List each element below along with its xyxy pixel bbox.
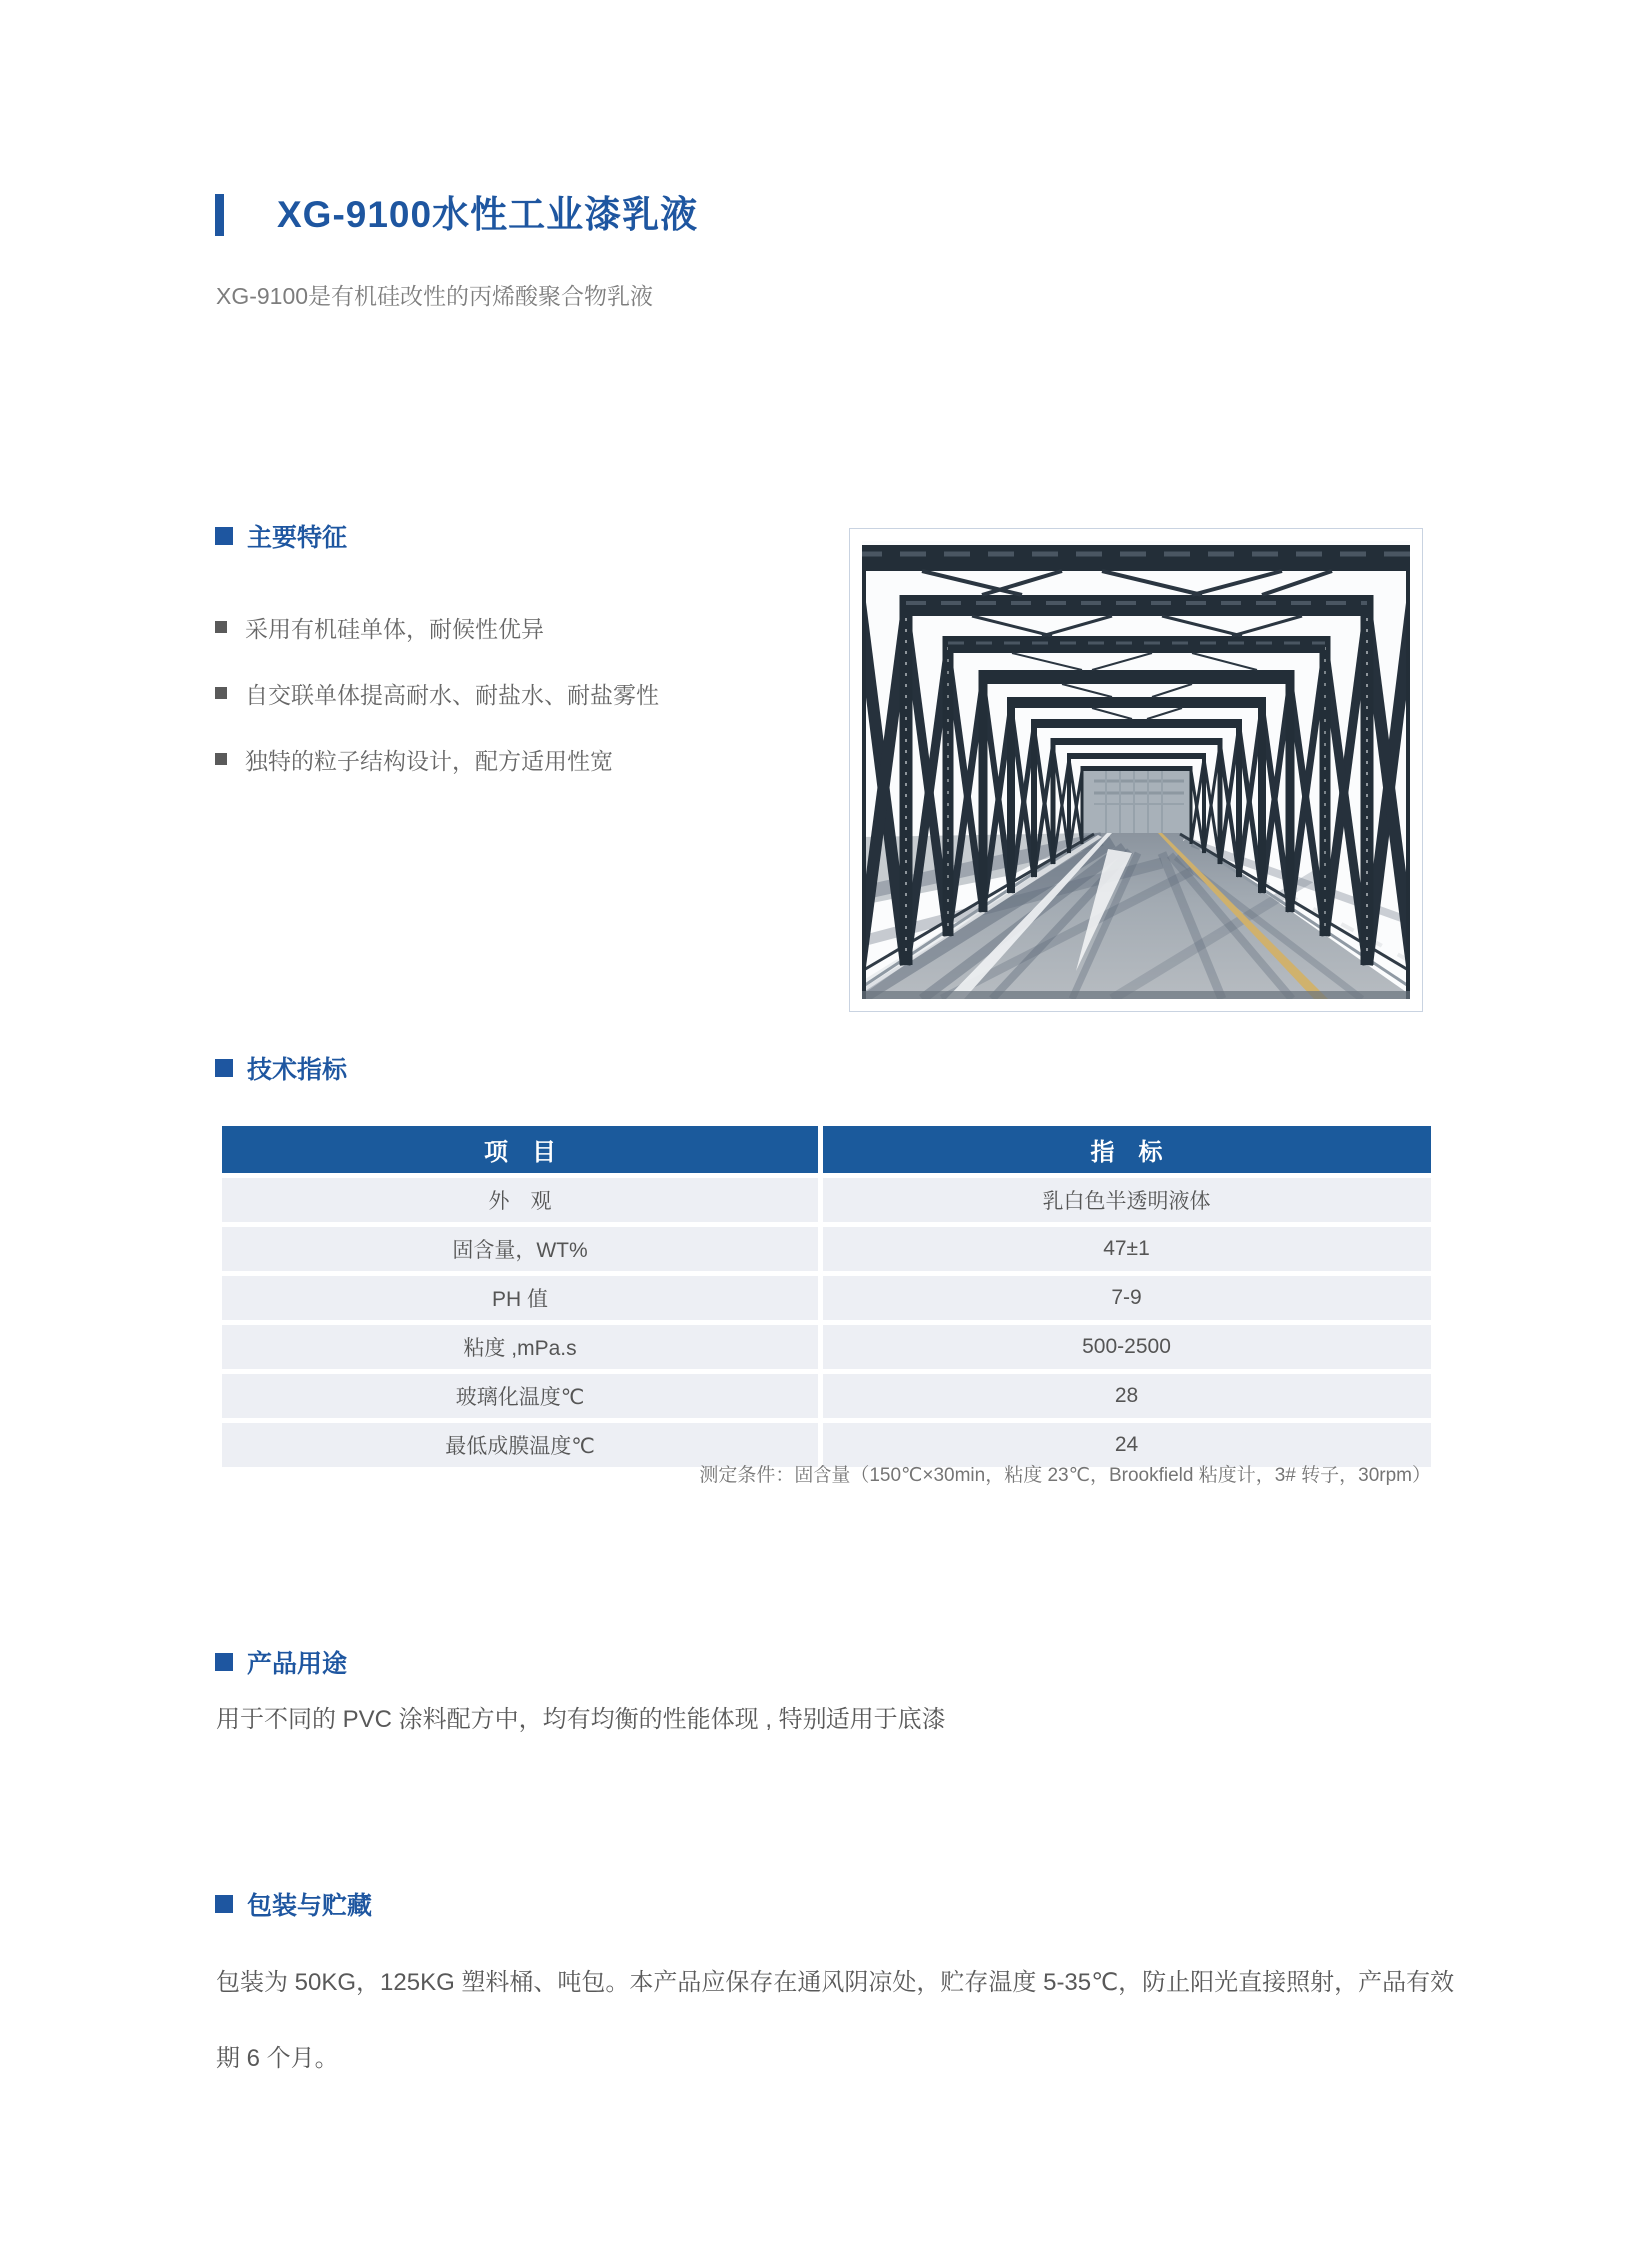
bullet-square-icon	[215, 687, 227, 699]
features-section-heading	[215, 523, 348, 552]
spec-item-cell: 玻璃化温度℃	[222, 1374, 818, 1418]
spec-table-header-item: 项 目	[222, 1126, 818, 1173]
section-marker-icon	[215, 1059, 233, 1077]
bridge-photo-frame	[849, 528, 1423, 1012]
spec-value-cell: 28	[823, 1374, 1431, 1418]
spec-value-cell: 500-2500	[823, 1325, 1431, 1369]
spec-table-row	[222, 1227, 1431, 1271]
page-title: XG-9100水性工业漆乳液	[277, 194, 699, 235]
bullet-square-icon	[215, 753, 227, 765]
section-marker-icon	[215, 527, 233, 545]
usage-text: 用于不同的 PVC 涂料配方中，均有均衡的性能体现 , 特别适用于底漆	[216, 1706, 946, 1733]
title-accent-bar-icon	[215, 194, 224, 236]
steel-truss-bridge-road-photo	[862, 541, 1410, 999]
storage-section-heading	[215, 1891, 373, 1920]
spec-value-cell: 乳白色半透明液体	[823, 1178, 1431, 1222]
section-marker-icon	[215, 1895, 233, 1913]
spec-item-cell: PH 值	[222, 1276, 818, 1320]
features-heading-label: 主要特征	[247, 524, 348, 552]
spec-table-row	[222, 1276, 1431, 1320]
specs-section-heading	[215, 1055, 348, 1084]
spec-table	[222, 1126, 1431, 1472]
page-subtitle: XG-9100是有机硅改性的丙烯酸聚合物乳液	[216, 283, 654, 309]
bullet-square-icon	[215, 621, 227, 633]
spec-table-row	[222, 1325, 1431, 1369]
section-marker-icon	[215, 1653, 233, 1671]
spec-item-cell: 固含量，WT%	[222, 1227, 818, 1271]
feature-item	[215, 660, 659, 726]
spec-table-row	[222, 1178, 1431, 1222]
usage-heading-label: 产品用途	[247, 1650, 348, 1678]
storage-heading-label: 包装与贮藏	[247, 1892, 373, 1920]
features-list	[215, 594, 659, 792]
spec-value-cell: 7-9	[823, 1276, 1431, 1320]
storage-text: 包装为 50KG，125KG 塑料桶、吨包。本产品应保存在通风阴凉处，贮存温度 5-35℃，防止阳光直接照射，产品有效期 6 个月。	[216, 1969, 1455, 2072]
feature-item-label: 采用有机硅单体，耐候性优异	[245, 615, 544, 642]
spec-value-cell: 47±1	[823, 1227, 1431, 1271]
spec-table-row	[222, 1374, 1431, 1418]
spec-item-cell: 粘度 ,mPa.s	[222, 1325, 818, 1369]
spec-value-cell: 24	[823, 1423, 1431, 1467]
feature-item	[215, 726, 659, 792]
measurement-conditions-note: 测定条件：固含量（150℃×30min，粘度 23℃，Brookfield 粘度计，3# 转子，30rpm）	[699, 1465, 1431, 1486]
usage-section-heading	[215, 1649, 348, 1678]
feature-item-label: 独特的粒子结构设计，配方适用性宽	[245, 747, 613, 774]
specs-heading-label: 技术指标	[247, 1056, 348, 1084]
feature-item	[215, 594, 659, 660]
spec-table-header-value: 指 标	[823, 1126, 1431, 1173]
spec-item-cell: 最低成膜温度℃	[222, 1423, 818, 1467]
spec-item-cell: 外 观	[222, 1178, 818, 1222]
feature-item-label: 自交联单体提高耐水、耐盐水、耐盐雾性	[245, 681, 659, 708]
spec-table-header-row	[222, 1126, 1431, 1173]
